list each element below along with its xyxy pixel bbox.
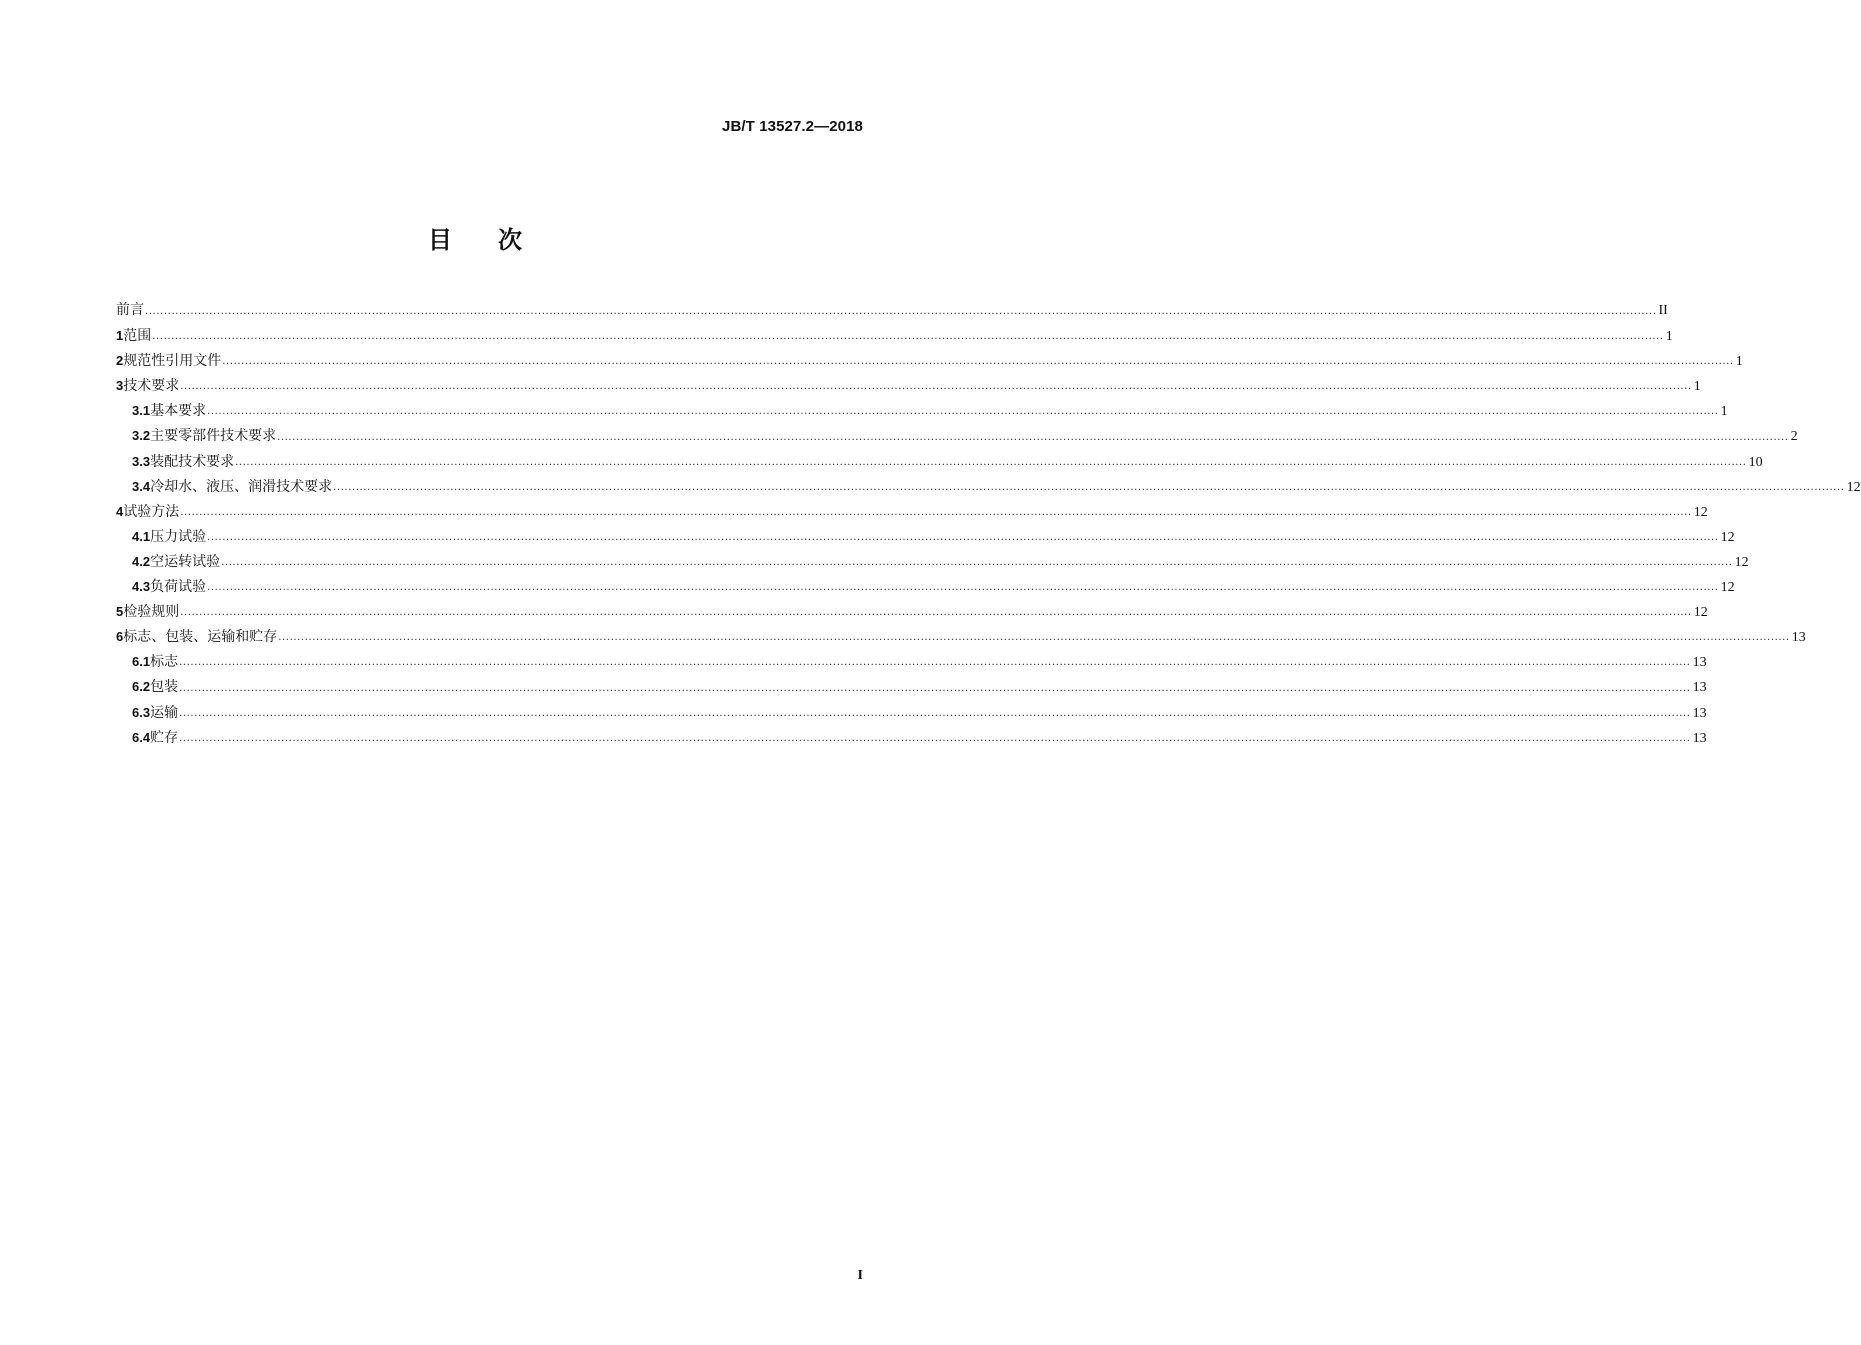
toc-leader-dots: ................................................................................................................................................................................................................................................................................................................................................................................................................ [221, 557, 1733, 569]
toc-entry[interactable] [116, 348, 1743, 373]
toc-leader-dots: ................................................................................................................................................................................................................................................................................................................................................................................................................ [180, 506, 1692, 518]
toc-entry[interactable] [116, 624, 1806, 649]
toc-leader-dots: ................................................................................................................................................................................................................................................................................................................................................................................................................ [277, 431, 1789, 443]
toc-entry-title: 前言 [116, 302, 144, 318]
toc-entry-title: 冷却水、液压、润滑技术要求 [150, 478, 333, 495]
toc-entry-number: 5 [116, 604, 124, 620]
toc-entry[interactable] [116, 674, 1707, 699]
toc-entry-number: 3.4 [132, 478, 151, 494]
toc-entry[interactable] [116, 725, 1707, 750]
toc-entry-page: 1 [1720, 404, 1728, 420]
toc-entry-number: 3.1 [132, 403, 151, 419]
toc-leader-dots: ................................................................................................................................................................................................................................................................................................................................................................................................................ [180, 381, 1692, 393]
toc-entry[interactable] [116, 449, 1763, 474]
toc-entry-page: 13 [1692, 655, 1707, 671]
toc-entry-title: 运输 [150, 704, 179, 721]
toc-entry-title: 范围 [123, 328, 152, 345]
toc-entry-page: 1 [1665, 329, 1673, 345]
toc-leader-dots: ................................................................................................................................................................................................................................................................................................................................................................................................................ [179, 707, 1691, 719]
toc-entry[interactable] [116, 549, 1749, 574]
toc-entry-title: 装配技术要求 [150, 453, 235, 470]
toc-title-left: 目 [428, 226, 452, 254]
toc-entry[interactable] [116, 398, 1728, 423]
toc-entry-page: 12 [1846, 479, 1861, 495]
toc-entry-number: 3.3 [132, 453, 151, 469]
toc-entry-page: 13 [1692, 730, 1707, 746]
toc-leader-dots: ................................................................................................................................................................................................................................................................................................................................................................................................................ [222, 356, 1734, 368]
toc-entry-number: 6 [116, 629, 124, 645]
toc-leader-dots: ................................................................................................................................................................................................................................................................................................................................................................................................................ [235, 456, 1747, 468]
toc-entry[interactable] [116, 599, 1708, 624]
toc-leader-dots: ................................................................................................................................................................................................................................................................................................................................................................................................................ [278, 632, 1790, 644]
toc-entry-number: 6.3 [132, 704, 151, 720]
toc-entry-number: 4.3 [132, 579, 151, 595]
toc-entry[interactable] [116, 574, 1735, 599]
toc-entry-number: 6.4 [132, 729, 151, 745]
toc-leader-dots: ................................................................................................................................................................................................................................................................................................................................................................................................................ [207, 406, 1719, 418]
toc-entry[interactable] [116, 499, 1708, 524]
toc-entry-page: 13 [1692, 705, 1707, 721]
toc-entry[interactable] [116, 323, 1673, 348]
toc-entry-number: 4 [116, 503, 124, 519]
toc-entry-title: 压力试验 [150, 528, 207, 545]
toc-entry[interactable] [116, 700, 1707, 725]
toc-entry-page: 10 [1748, 454, 1763, 470]
toc-leader-dots: ................................................................................................................................................................................................................................................................................................................................................................................................................ [333, 481, 1845, 493]
toc-leader-dots: ................................................................................................................................................................................................................................................................................................................................................................................................................ [152, 331, 1664, 343]
toc-entry-number: 1 [116, 328, 124, 344]
toc-entry-number: 3 [116, 378, 124, 394]
toc-entry[interactable] [116, 649, 1707, 674]
toc-entry-number: 4.1 [132, 528, 151, 544]
toc-entry-number: 6.1 [132, 654, 151, 670]
toc-entry[interactable] [116, 373, 1701, 398]
toc-leader-dots: ................................................................................................................................................................................................................................................................................................................................................................................................................ [180, 607, 1692, 619]
toc-entry[interactable] [116, 423, 1798, 448]
toc-leader-dots: ................................................................................................................................................................................................................................................................................................................................................................................................................ [179, 682, 1691, 694]
toc-entry-title: 主要零部件技术要求 [150, 428, 277, 445]
toc-entry-title: 试验方法 [123, 503, 180, 520]
toc-entry[interactable] [116, 524, 1735, 549]
table-of-contents [116, 298, 1861, 750]
toc-entry-page: 12 [1720, 529, 1735, 545]
toc-entry-page: 1 [1735, 354, 1743, 370]
toc-entry-title: 负荷试验 [150, 579, 207, 596]
toc-entry-title: 技术要求 [123, 378, 180, 395]
toc-leader-dots: ................................................................................................................................................................................................................................................................................................................................................................................................................ [207, 531, 1719, 543]
toc-leader-dots: ................................................................................................................................................................................................................................................................................................................................................................................................................ [207, 582, 1719, 594]
toc-entry-title: 空运转试验 [150, 553, 221, 570]
toc-entry-page: 12 [1734, 554, 1749, 570]
toc-entry-page: 1 [1693, 379, 1701, 395]
toc-entry[interactable] [116, 298, 1668, 323]
toc-leader-dots: ................................................................................................................................................................................................................................................................................................................................................................................................................ [179, 657, 1691, 669]
toc-entry-title: 标志 [150, 654, 179, 671]
toc-entry-number: 6.2 [132, 679, 151, 695]
toc-entry-title: 包装 [150, 679, 179, 696]
toc-entry-page: 12 [1693, 504, 1708, 520]
toc-entry-title: 检验规则 [123, 604, 180, 621]
toc-entry-number: 4.2 [132, 553, 151, 569]
toc-entry-page: II [1658, 303, 1668, 318]
toc-entry-number: 2 [116, 353, 124, 369]
toc-entry-title: 基本要求 [150, 403, 207, 420]
toc-entry-page: 12 [1720, 580, 1735, 596]
toc-entry-page: 13 [1692, 680, 1707, 696]
document-code: JB/T 13527.2—2018 [722, 118, 863, 135]
toc-title-right: 次 [498, 226, 522, 254]
toc-leader-dots: ................................................................................................................................................................................................................................................................................................................................................................................................................ [145, 306, 1657, 318]
toc-entry-title: 贮存 [150, 729, 179, 746]
toc-entry-number: 3.2 [132, 428, 151, 444]
toc-entry-page: 13 [1791, 630, 1806, 646]
toc-title [0, 220, 950, 255]
toc-entry-page: 12 [1693, 605, 1708, 621]
page-number: I [857, 1268, 863, 1283]
toc-leader-dots: ................................................................................................................................................................................................................................................................................................................................................................................................................ [179, 732, 1691, 744]
toc-entry[interactable] [116, 474, 1861, 499]
toc-entry-page: 2 [1790, 429, 1798, 445]
toc-entry-title: 规范性引用文件 [123, 353, 222, 370]
toc-entry-title: 标志、包装、运输和贮存 [123, 629, 278, 646]
